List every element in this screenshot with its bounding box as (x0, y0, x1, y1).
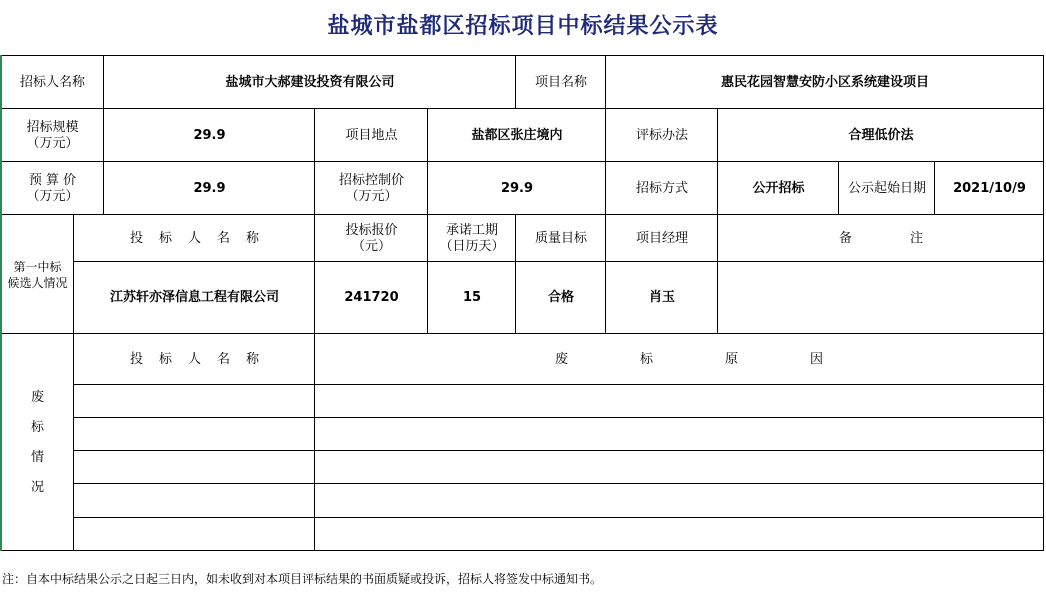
footnote: 注：自本中标结果公示之日起三日内，如未收到对本项目评标结果的书面质疑或投诉，招标人将签发中标通知书。 (2, 572, 603, 586)
invalid-header-reason: 废标原因 (555, 351, 896, 367)
candidate-bidder-name: 江苏轩亦泽信息工程有限公司 (109, 290, 279, 305)
publish-date-label: 公示起始日期 (847, 180, 926, 196)
candidate-header-period: 承诺工期 （日历天） (439, 222, 505, 254)
candidate-section-label: 第一中标 候选人情况 (7, 259, 68, 290)
candidate-header-bidder: 投标人名称 (129, 230, 275, 246)
page-title: 盐城市盐都区招标项目中标结果公示表 (327, 14, 719, 39)
candidate-bid-price: 241720 (344, 290, 399, 305)
candidate-header-manager: 项目经理 (635, 230, 688, 246)
candidate-period: 15 (462, 290, 482, 305)
candidate-header-quality: 质量目标 (534, 230, 587, 246)
project-name-value: 惠民花园智慧安防小区系统建设项目 (720, 74, 929, 90)
control-price-value: 29.9 (500, 180, 534, 196)
invalid-section-label: 废 标 情 况 (30, 390, 44, 495)
tenderer-label: 招标人名称 (19, 74, 85, 90)
candidate-remark (718, 262, 1044, 334)
candidate-header-remark: 备注 (838, 230, 981, 246)
publish-date-value: 2021/10/9 (953, 180, 1026, 196)
budget-value: 29.9 (193, 180, 226, 196)
budget-label: 预 算 价 （万元） (26, 172, 79, 204)
location-label: 项目地点 (345, 127, 398, 143)
candidate-header-price: 投标报价 （元） (345, 222, 398, 254)
project-name-label: 项目名称 (534, 74, 587, 90)
invalid-header-bidder: 投标人名称 (129, 351, 275, 367)
evaluation-method-value: 合理低价法 (848, 127, 914, 143)
control-price-label: 招标控制价 （万元） (338, 172, 404, 204)
tenderer-value: 盐城市大郝建设投资有限公司 (225, 74, 395, 90)
location-value: 盐都区张庄境内 (471, 127, 563, 143)
candidate-quality: 合格 (547, 290, 574, 305)
tender-mode-value: 公开招标 (752, 180, 805, 196)
scale-label: 招标规模 （万元） (26, 119, 79, 151)
tender-mode-label: 招标方式 (635, 180, 688, 196)
evaluation-method-label: 评标办法 (635, 127, 688, 143)
candidate-manager: 肖玉 (648, 290, 675, 305)
scale-value: 29.9 (193, 127, 226, 143)
